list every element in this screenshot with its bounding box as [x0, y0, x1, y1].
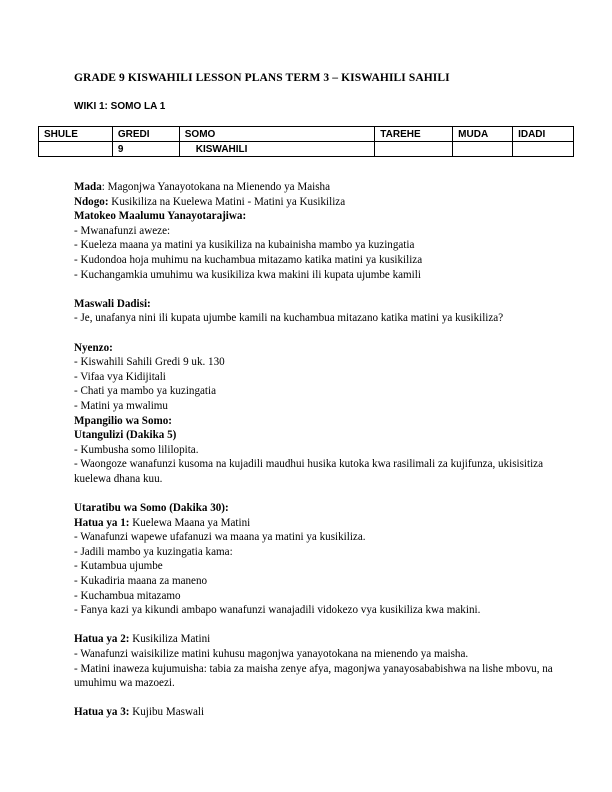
- list-item: - Wanafunzi waisikilize matini kuhusu magonjwa yanayotokana na mienendo ya maisha.: [74, 648, 469, 660]
- ndogo-text: Kusikiliza na Kuelewa Matini - Matini ya Kusikiliza: [108, 195, 346, 208]
- list-item: - Matini ya mwalimu: [74, 399, 168, 412]
- list-item: - Mwanafunzi aweze:: [74, 224, 171, 237]
- mada-text: : Magonjwa Yanayotokana na Mienendo ya Maisha: [101, 181, 331, 193]
- list-item: - Kuchangamkia umuhimu wa kusikiliza kwa makini ili kupata ujumbe kamili: [74, 268, 421, 281]
- matokeo-heading: Matokeo Maalumu Yanayotarajiwa:: [74, 210, 247, 223]
- table-cell-tarehe: [375, 142, 453, 157]
- list-item: - Wanafunzi wapewe ufafanuzi wa maana ya matini ya kusikiliza.: [74, 531, 366, 544]
- list-item: - Waongoze wanafunzi kusoma na kujadili maudhui husika kutoka kwa rasilimali za kujifunza, ukisisitiza kuelewa dhana kuu.: [74, 458, 544, 485]
- list-item: - Kukadiria maana za maneno: [74, 575, 208, 588]
- table-header-idadi: IDADI: [513, 127, 574, 142]
- list-item: - Kuchambua mitazamo: [74, 589, 181, 602]
- list-item: - Kueleza maana ya matini ya kusikiliza na kubainisha mambo ya kuzingatia: [74, 239, 415, 252]
- hatua2-label: Hatua ya 2:: [74, 633, 130, 646]
- hatua2-line: [74, 632, 554, 647]
- table-header-row: [39, 127, 574, 142]
- maswali-heading: Maswali Dadisi:: [74, 297, 151, 310]
- list-item: - Je, unafanya nini ili kupata ujumbe kamili na kuchambua mitazano katika matini ya kusikiliza?: [74, 312, 504, 325]
- list-item: - Matini inaweza kujumuisha: tabia za maisha zenye afya, magonjwa yanayosababishwa na lishe mbovu, na umuhimu wa mazoezi.: [74, 662, 553, 690]
- list-item: - Kudondoa hoja muhimu na kuchambua mitazamo katika matini ya kusikiliza: [74, 253, 423, 266]
- hatua3-label: Hatua ya 3:: [74, 706, 130, 719]
- list-item: - Fanya kazi ya kikundi ambapo wanafunzi wanajadili vidokezo vya kusikiliza kwa makini.: [74, 604, 481, 617]
- list-item: - Chati ya mambo ya kuzingatia: [74, 385, 217, 398]
- nyenzo-heading: Nyenzo:: [74, 341, 113, 354]
- hatua3-line: [74, 705, 554, 720]
- table-header-shule: SHULE: [39, 127, 113, 142]
- table-header-muda: MUDA: [453, 127, 513, 142]
- hatua2-text: Kusikiliza Matini: [129, 633, 211, 646]
- mada-label: Mada: [74, 181, 102, 193]
- table-header-gredi: GREDI: [112, 127, 179, 142]
- lesson-body: [74, 180, 554, 720]
- table-cell-shule: [39, 142, 113, 157]
- utangulizi-heading: Utangulizi (Dakika 5): [74, 429, 177, 442]
- table-row: [39, 142, 574, 157]
- hatua1-text: Kuelewa Maana ya Matini: [129, 516, 251, 529]
- week-lesson-label: WIKI 1: SOMO LA 1: [74, 101, 166, 112]
- list-item: - Kiswahili Sahili Gredi 9 uk. 130: [74, 356, 225, 369]
- table-cell-somo: KISWAHILI: [179, 142, 375, 157]
- ndogo-label: Ndogo:: [74, 195, 109, 208]
- mpangilio-heading: Mpangilio wa Somo:: [74, 414, 173, 427]
- list-item: - Vifaa vya Kidijitali: [74, 370, 166, 383]
- list-item: - Kutambua ujumbe: [74, 560, 163, 573]
- document-title: GRADE 9 KISWAHILI LESSON PLANS TERM 3 – KISWAHILI SAHILI: [74, 72, 450, 84]
- ndogo-line: [74, 195, 554, 210]
- table-header-tarehe: TAREHE: [375, 127, 453, 142]
- hatua3-text: Kujibu Maswali: [129, 706, 205, 719]
- table-cell-idadi: [513, 142, 574, 157]
- list-item: - Jadili mambo ya kuzingatia kama:: [74, 545, 233, 558]
- hatua1-label: Hatua ya 1:: [74, 516, 130, 529]
- utaratibu-heading: Utaratibu wa Somo (Dakika 30):: [74, 502, 229, 515]
- mada-line: [74, 180, 554, 195]
- table-cell-muda: [453, 142, 513, 157]
- list-item: - Kumbusha somo lililopita.: [74, 443, 199, 456]
- lesson-info-table: [38, 126, 574, 157]
- table-cell-gredi: 9: [112, 142, 179, 157]
- table-header-somo: SOMO: [179, 127, 375, 142]
- hatua1-line: [74, 516, 554, 531]
